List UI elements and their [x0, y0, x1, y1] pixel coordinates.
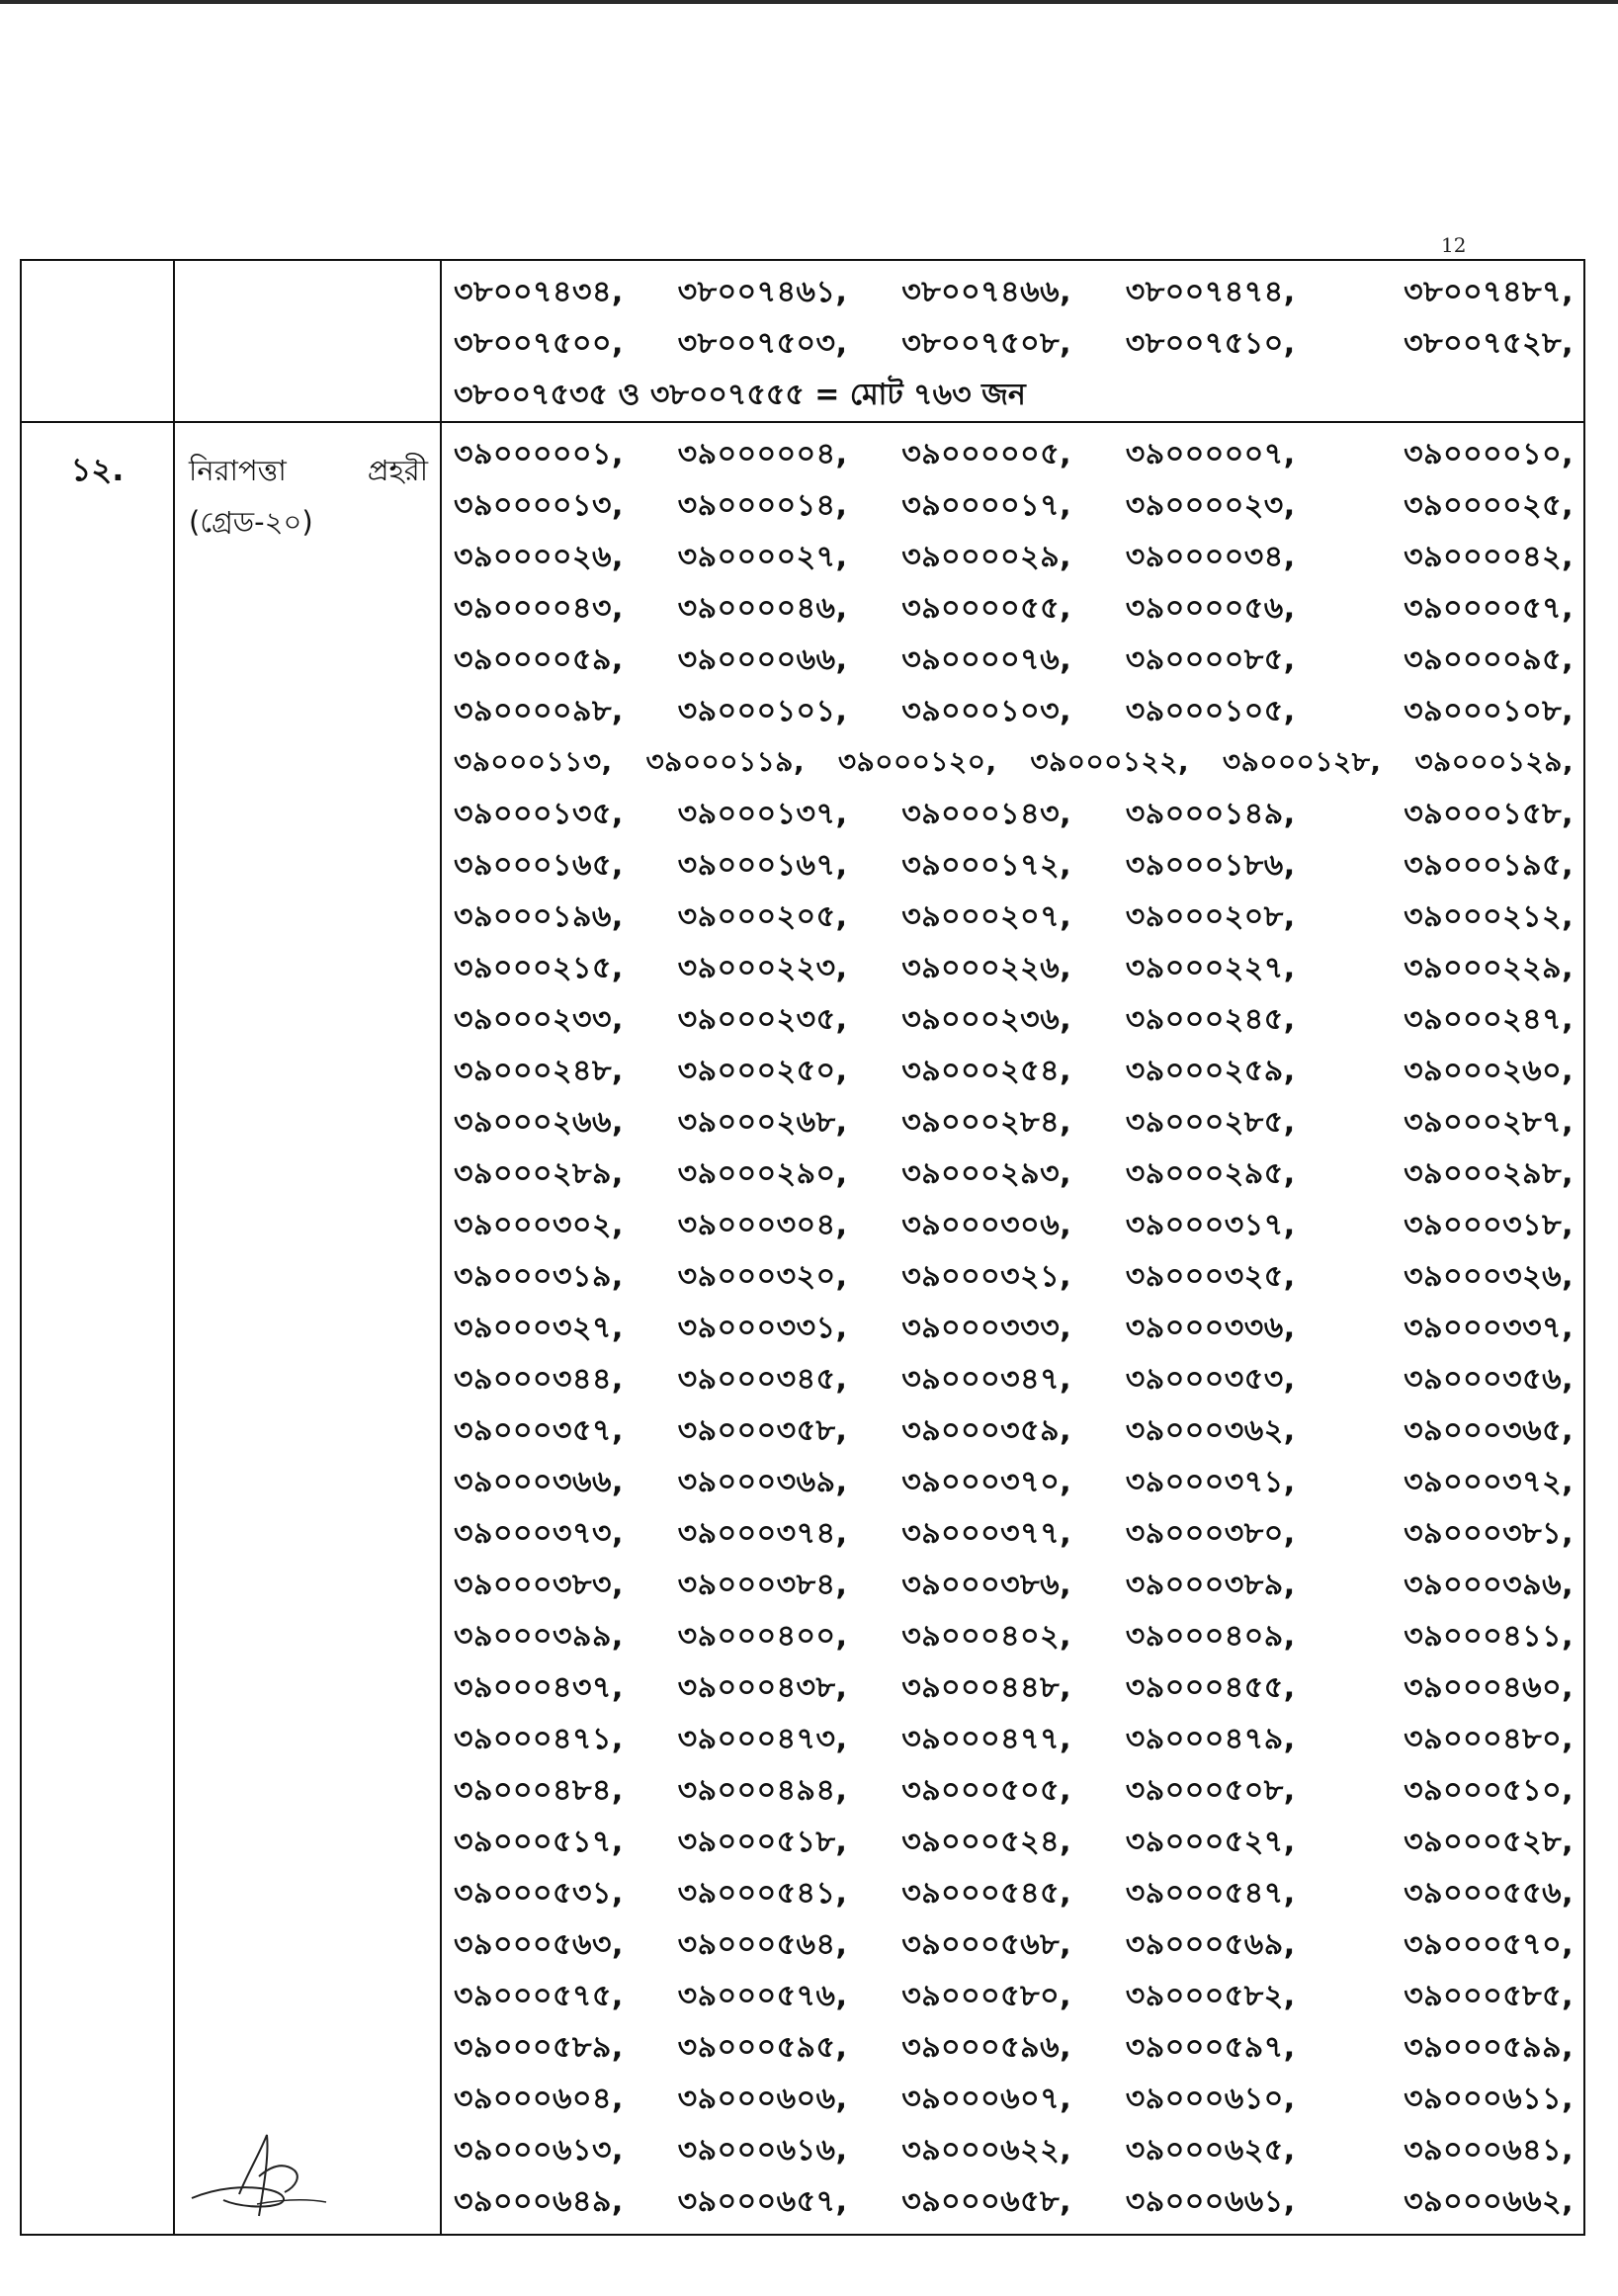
roll-number: ৩৯০০০৫৭৬, [677, 1978, 848, 2013]
roll-number: ৩৯০০০০১৭, [901, 487, 1072, 523]
roll-number: ৩৯০০০০৮৫, [1125, 641, 1296, 677]
roll-number: ৩৯০০০৫৯৯, [1404, 2029, 1574, 2065]
roll-number: ৩৯০০০৪৫৫, [1125, 1669, 1296, 1705]
roll-number-line [454, 1405, 1574, 1457]
roll-number: ৩৯০০০৫৮০, [901, 1978, 1072, 2013]
roll-number: ৩৯০০০৫৮২, [1125, 1978, 1296, 2013]
roll-number: ৩৯০০০০৫৭, [1404, 590, 1574, 626]
roll-number: ৩৯০০০৩২৬, [1404, 1258, 1574, 1294]
roll-number-line [454, 994, 1574, 1046]
roll-number: ৩৯০০০২৩৩, [454, 1001, 624, 1037]
roll-number-line [454, 1971, 1574, 2022]
roll-number-line [454, 1200, 1574, 1251]
roll-number-line [454, 1046, 1574, 1097]
roll-number: ৩৯০০০৩৭৪, [677, 1515, 848, 1551]
roll-number: ৩৯০০০৩৮৩, [454, 1567, 624, 1602]
continuation-row [21, 260, 1584, 422]
roll-number: ৩৯০০০০৫৫, [901, 590, 1072, 626]
roll-number: ৩৯০০০৬৬১, [1125, 2183, 1296, 2219]
roll-number: ৩৯০০০২৯৮, [1404, 1155, 1574, 1191]
roll-number: ৩৯০০০৪১১, [1404, 1618, 1574, 1654]
roll-number-line [454, 789, 1574, 840]
roll-number: ৩৯০০০১২২, [1030, 744, 1190, 778]
roll-number-line [454, 532, 1574, 583]
roll-number-line [454, 1251, 1574, 1303]
roll-number: ৩৯০০০৩১৯, [454, 1258, 624, 1294]
roll-number: ৩৯০০০৩৫৯, [901, 1412, 1072, 1448]
roll-number: ৩৯০০০১৪৩, [901, 796, 1072, 831]
roll-number: ৩৯০০০৩৪৫, [677, 1361, 848, 1397]
roll-number-line [454, 1919, 1574, 1971]
roll-number: ৩৯০০০০৩৪, [1125, 539, 1296, 574]
roll-list-continuation [441, 260, 1584, 422]
roll-number: ৩৯০০০৫৪৫, [901, 1875, 1071, 1911]
roll-number: ৩৯০০০৩১৮, [1404, 1207, 1574, 1242]
roll-number: ৩৯০০০৫৭৫, [454, 1978, 624, 2013]
roll-number: ৩৯০০০৪০২, [901, 1618, 1072, 1654]
roll-number-line [454, 1868, 1574, 1919]
roll-number: ৩৯০০০৩৬৫, [1404, 1412, 1574, 1448]
roll-number: ৩৯০০০৩৪৪, [454, 1361, 624, 1397]
roll-number: ৩৯০০০৩৯৬, [1404, 1567, 1574, 1602]
roll-number: ৩৯০০০১৬৫, [454, 847, 624, 883]
roll-number: ৩৯০০০৪৯৪, [677, 1772, 848, 1808]
roll-number-line [454, 1354, 1574, 1405]
roll-number: ৩৯০০০৩৭৭, [901, 1515, 1072, 1551]
roll-number: ৩৯০০০৬১৩, [454, 2132, 624, 2168]
roll-number: ৩৯০০০২২৩, [677, 950, 848, 985]
roll-number: ৩৯০০০০১০, [1404, 436, 1574, 471]
roll-number: ৩৯০০০০০৪, [677, 436, 848, 471]
roll-number: ৩৮০০৭৪৬৬, [901, 274, 1072, 309]
post-name [189, 445, 428, 496]
roll-number-line [454, 267, 1574, 318]
serial-cell-empty [21, 260, 174, 422]
post-cell [174, 422, 441, 2235]
roll-number: ৩৯০০০৪০০, [677, 1618, 848, 1654]
roll-number: ৩৯০০০০৯৮, [454, 693, 624, 728]
roll-number-line [454, 1148, 1574, 1200]
roll-number: ৩৯০০০৫৩১, [454, 1875, 624, 1911]
top-border-line [0, 0, 1618, 4]
roll-number-line [454, 1765, 1574, 1817]
roll-number: ৩৯০০০৬২২, [901, 2132, 1072, 2168]
security-guard-row [21, 422, 1584, 2235]
roll-number: ৩৯০০০২৫৪, [901, 1053, 1072, 1088]
roll-number: ৩৯০০০০২৫, [1404, 487, 1574, 523]
roll-number: ৩৮০০৭৫০০, [454, 325, 624, 361]
roll-number: ৩৯০০০২০৮, [1125, 898, 1296, 934]
roll-number: ৩৯০০০০৯৫, [1404, 641, 1574, 677]
roll-number: ৩৯০০০৩৮৪, [677, 1567, 848, 1602]
roll-number: ৩৯০০০৩৫৩, [1125, 1361, 1296, 1397]
roll-number: ৩৯০০০২৯০, [677, 1155, 848, 1191]
roll-number: ৩৮০০৭৪৬১, [677, 274, 848, 309]
roll-number: ৩৯০০০১০৫, [1125, 693, 1296, 728]
roll-number: ৩৯০০০৫৬৩, [454, 1926, 624, 1962]
roll-number: ৩৯০০০১২০, [837, 744, 997, 778]
roll-number: ৩৯০০০৬১১, [1404, 2081, 1574, 2116]
roll-number: ৩৯০০০৬১০, [1125, 2081, 1296, 2116]
roll-number: ৩৯০০০৩২০, [677, 1258, 848, 1294]
roll-number: ৩৯০০০৪৮৪, [454, 1772, 624, 1808]
roll-number: ৩৯০০০৩০৬, [901, 1207, 1072, 1242]
roll-number: ৩৯০০০১৯৬, [454, 898, 624, 934]
post-grade: (গ্রেড-২০) [189, 505, 313, 539]
roll-number: ৩৮০০৭৪৮৭, [1404, 274, 1574, 309]
roll-number: ৩৯০০০৫৯৭, [1125, 2029, 1296, 2065]
roll-number: ৩৯০০০৩৮৯, [1125, 1567, 1296, 1602]
roll-number-line [454, 1457, 1574, 1508]
roll-number: ৩৯০০০২৪৮, [454, 1053, 624, 1088]
roll-number: ৩৯০০০৩৭০, [901, 1464, 1072, 1499]
roll-number: ৩৯০০০০২৯, [901, 539, 1072, 574]
roll-number: ৩৯০০০৫৬৪, [677, 1926, 848, 1962]
roll-number: ৩৯০০০১৮৬, [1125, 847, 1296, 883]
roll-number: ৩৯০০০৫৫৬, [1404, 1875, 1574, 1911]
roll-number: ৩৯০০০৩০২, [454, 1207, 624, 1242]
roll-number: ৩৯০০০২৩৫, [677, 1001, 848, 1037]
roll-number: ৩৯০০০২৮৪, [901, 1104, 1072, 1140]
roll-number: ৩৯০০০২৮৫, [1125, 1104, 1296, 1140]
roll-number: ৩৯০০০৩৮১, [1404, 1515, 1574, 1551]
roll-number: ৩৯০০০৫২৭, [1125, 1824, 1296, 1859]
roll-number-line [454, 1303, 1574, 1354]
roll-number: ৩৯০০০১০৮, [1404, 693, 1574, 728]
roll-number: ৩৯০০০২১৫, [454, 950, 624, 985]
roll-number: ৩৯০০০০৪২, [1404, 539, 1574, 574]
roll-number: ৩৯০০০১৩৫, [454, 796, 624, 831]
roll-number-line [454, 318, 1574, 370]
roll-number: ৩৯০০০২৫৯, [1125, 1053, 1296, 1088]
roll-number: ৩৮০০৭৫০৮, [901, 325, 1072, 361]
roll-number: ৩৯০০০৬৫৭, [677, 2183, 848, 2219]
roll-number: ৩৯০০০৩২৫, [1125, 1258, 1296, 1294]
roll-number: ৩৯০০০১২৮, [1222, 744, 1382, 778]
roll-number: ৩৯০০০০০৫, [901, 436, 1072, 471]
roll-number: ৩৯০০০১১৩, [454, 744, 613, 778]
roll-number: ৩৯০০০৬০৬, [677, 2081, 848, 2116]
roll-number: ৩৯০০০৫৬৯, [1125, 1926, 1296, 1962]
roll-number: ৩৯০০০৫৪১, [677, 1875, 848, 1911]
roll-number-line [454, 1611, 1574, 1662]
roll-number: ৩৯০০০৩২১, [901, 1258, 1072, 1294]
roll-number: ৩৯০০০২৪৭, [1404, 1001, 1574, 1037]
roll-number: ৩৯০০০৬২৫, [1125, 2132, 1296, 2168]
roll-number-line [454, 1817, 1574, 1868]
roll-number: ৩৯০০০৩১৭, [1125, 1207, 1296, 1242]
roll-number: ৩৯০০০০০১, [454, 436, 624, 471]
roll-number: ৩৯০০০০৪৩, [454, 590, 624, 626]
roll-number: ৩৯০০০৫২৪, [901, 1824, 1072, 1859]
roll-number: ৩৯০০০০৭৬, [901, 641, 1072, 677]
roll-number: ৩৯০০০৪৭৩, [677, 1721, 848, 1756]
roll-number-line [454, 480, 1574, 532]
roll-number: ৩৯০০০৪৮০, [1404, 1721, 1574, 1756]
roll-number: ৩৯০০০৫০৮, [1125, 1772, 1296, 1808]
roll-number-line [454, 840, 1574, 892]
roll-number-line [454, 2022, 1574, 2074]
roll-number: ৩৯০০০৪৩৮, [677, 1669, 848, 1705]
roll-number: ৩৯০০০৩৯৯, [454, 1618, 624, 1654]
roll-number: ৩৯০০০৫৯৬, [901, 2029, 1072, 2065]
roll-number: ৩৯০০০৩৭২, [1404, 1464, 1574, 1499]
roll-number: ৩৯০০০০২৩, [1125, 487, 1296, 523]
roll-number: ৩৯০০০২৫০, [677, 1053, 848, 1088]
roll-number: ৩৯০০০২৩৬, [901, 1001, 1072, 1037]
roll-number: ৩৯০০০২৮৭, [1404, 1104, 1574, 1140]
roll-number: ৩৯০০০৫০৫, [901, 1772, 1072, 1808]
roll-number: ৩৮০০৭৪৭৪, [1125, 274, 1296, 309]
roll-number-line [454, 2074, 1574, 2125]
signature [188, 2125, 336, 2224]
roll-number: ৩৯০০০৩০৪, [677, 1207, 848, 1242]
roll-number-line [454, 2176, 1574, 2228]
roll-number-line [454, 1508, 1574, 1560]
roll-number: ৩৮০০৭৫১০, [1125, 325, 1296, 361]
roll-number: ৩৯০০০১০১, [677, 693, 848, 728]
roll-number-line [454, 2125, 1574, 2176]
roll-number: ৩৮০০৭৪৩৪, [454, 274, 624, 309]
page-number: 12 [1441, 233, 1467, 257]
roll-number: ৩৯০০০৫৮৯, [454, 2029, 624, 2065]
roll-number: ৩৯০০০১৪৯, [1125, 796, 1296, 831]
roll-number: ৩৯০০০৫৯৫, [677, 2029, 848, 2065]
roll-number: ৩৯০০০২২৭, [1125, 950, 1296, 985]
roll-number: ৩৯০০০৬০৭, [901, 2081, 1072, 2116]
roll-number: ৩৯০০০২২৬, [901, 950, 1072, 985]
roll-number: ৩৯০০০৩৭১, [1125, 1464, 1296, 1499]
roll-number-table [20, 259, 1585, 2236]
roll-number: ৩৯০০০৩৫৬, [1404, 1361, 1574, 1397]
roll-number-line [454, 1662, 1574, 1714]
serial-number: ১২. [21, 422, 174, 2235]
roll-number: ৩৯০০০৪৪৮, [901, 1669, 1071, 1705]
roll-number-line [454, 737, 1574, 789]
roll-number: ৩৯০০০৩৬৯, [677, 1464, 848, 1499]
roll-number: ৩৯০০০২৯৫, [1125, 1155, 1296, 1191]
roll-number: ৩৯০০০০১৩, [454, 487, 624, 523]
total-count-line: ৩৮০০৭৫৩৫ ও ৩৮০০৭৫৫৫ = মোট ৭৬৩ জন [454, 377, 1026, 412]
roll-number: ৩৯০০০২৮৯, [454, 1155, 624, 1191]
roll-number: ৩৯০০০২২৯, [1404, 950, 1574, 985]
roll-number-line [454, 892, 1574, 943]
roll-number: ৩৯০০০১৩৭, [677, 796, 848, 831]
roll-list [441, 422, 1584, 2235]
roll-number-line [454, 429, 1574, 480]
roll-number-line [454, 1714, 1574, 1765]
roll-number: ৩৯০০০৩৫৮, [677, 1412, 848, 1448]
roll-number-line [454, 635, 1574, 686]
roll-number: ৩৯০০০০৫৬, [1125, 590, 1296, 626]
roll-number: ৩৯০০০০২৭, [677, 539, 848, 574]
roll-number: ৩৯০০০৪৭১, [454, 1721, 624, 1756]
roll-number: ৩৯০০০০০৭, [1125, 436, 1296, 471]
roll-number: ৩৯০০০৬৪৯, [454, 2183, 624, 2219]
roll-number: ৩৯০০০৩৪৭, [901, 1361, 1072, 1397]
roll-number: ৩৯০০০৩৩১, [677, 1310, 848, 1345]
roll-number: ৩৯০০০২০৫, [677, 898, 848, 934]
roll-number: ৩৮০০৭৫২৮, [1404, 325, 1574, 361]
roll-number: ৩৯০০০৬০৪, [454, 2081, 624, 2116]
roll-number: ৩৯০০০২৬৬, [454, 1104, 624, 1140]
roll-number: ৩৯০০০৩৫৭, [454, 1412, 624, 1448]
roll-number: ৩৯০০০৪৭৯, [1125, 1721, 1296, 1756]
roll-number: ৩৯০০০১৫৮, [1404, 796, 1574, 831]
roll-number: ৩৯০০০৫২৮, [1404, 1824, 1574, 1859]
roll-number: ৩৯০০০৫৪৭, [1125, 1875, 1296, 1911]
roll-number: ৩৯০০০২১২, [1404, 898, 1574, 934]
roll-number: ৩৯০০০২০৭, [901, 898, 1072, 934]
post-name-word-1: নিরাপত্তা [189, 454, 287, 487]
roll-number: ৩৯০০০৩৮০, [1125, 1515, 1296, 1551]
roll-number: ৩৯০০০১৭২, [901, 847, 1072, 883]
roll-number: ৩৯০০০০৬৬, [677, 641, 848, 677]
roll-number: ৩৯০০০৩৬৬, [454, 1464, 624, 1499]
roll-number: ৩৯০০০৩৩৭, [1404, 1310, 1574, 1345]
post-name-word-2: প্রহরী [367, 454, 428, 487]
roll-number: ৩৯০০০৬৫৮, [901, 2183, 1072, 2219]
roll-number: ৩৯০০০৫১০, [1404, 1772, 1574, 1808]
roll-number-line [454, 1560, 1574, 1611]
roll-number: ৩৯০০০৩৬২, [1125, 1412, 1296, 1448]
roll-number: ৩৯০০০৪০৯, [1125, 1618, 1296, 1654]
roll-number-line [454, 686, 1574, 737]
roll-number: ৩৯০০০১৯৫, [1404, 847, 1574, 883]
roll-number: ৩৯০০০৬১৬, [677, 2132, 848, 2168]
roll-number: ৩৯০০০৩২৭, [454, 1310, 624, 1345]
roll-number: ৩৯০০০৩৭৩, [454, 1515, 624, 1551]
roll-number: ৩৯০০০১০৩, [901, 693, 1072, 728]
roll-number: ৩৯০০০৫৭০, [1404, 1926, 1574, 1962]
roll-number: ৩৯০০০৫৮৫, [1404, 1978, 1574, 2013]
roll-number: ৩৯০০০৫১৮, [677, 1824, 848, 1859]
roll-number: ৩৯০০০৫৬৮, [901, 1926, 1072, 1962]
roll-number: ৩৯০০০৬৪১, [1404, 2132, 1574, 2168]
roll-number: ৩৯০০০০২৬, [454, 539, 624, 574]
post-cell-empty [174, 260, 441, 422]
roll-number: ৩৯০০০৩৩৬, [1125, 1310, 1296, 1345]
roll-number: ৩৯০০০৪৩৭, [454, 1669, 624, 1705]
roll-number: ৩৯০০০২৯৩, [901, 1155, 1072, 1191]
roll-number: ৩৯০০০৬৬২, [1404, 2183, 1574, 2219]
roll-number: ৩৯০০০০৫৯, [454, 641, 624, 677]
roll-number: ৩৯০০০৫১৭, [454, 1824, 624, 1859]
roll-number: ৩৯০০০১১৯, [645, 744, 806, 778]
roll-number-line [454, 943, 1574, 994]
roll-number-line [454, 583, 1574, 635]
roll-number: ৩৯০০০০১৪, [677, 487, 848, 523]
roll-number: ৩৯০০০২৬৮, [677, 1104, 848, 1140]
roll-number: ৩৯০০০৩৮৬, [901, 1567, 1072, 1602]
roll-number: ৩৯০০০৪৬০, [1404, 1669, 1574, 1705]
roll-number: ৩৯০০০১২৯, [1414, 744, 1574, 778]
roll-number: ৩৯০০০০৪৬, [677, 590, 848, 626]
roll-number: ৩৯০০০৪৭৭, [901, 1721, 1072, 1756]
roll-number: ৩৮০০৭৫০৩, [677, 325, 848, 361]
roll-number-line [454, 1097, 1574, 1148]
roll-number: ৩৯০০০৩৩৩, [901, 1310, 1072, 1345]
roll-number: ৩৯০০০২৪৫, [1125, 1001, 1296, 1037]
roll-number: ৩৯০০০২৬০, [1404, 1053, 1574, 1088]
roll-number: ৩৯০০০১৬৭, [677, 847, 848, 883]
